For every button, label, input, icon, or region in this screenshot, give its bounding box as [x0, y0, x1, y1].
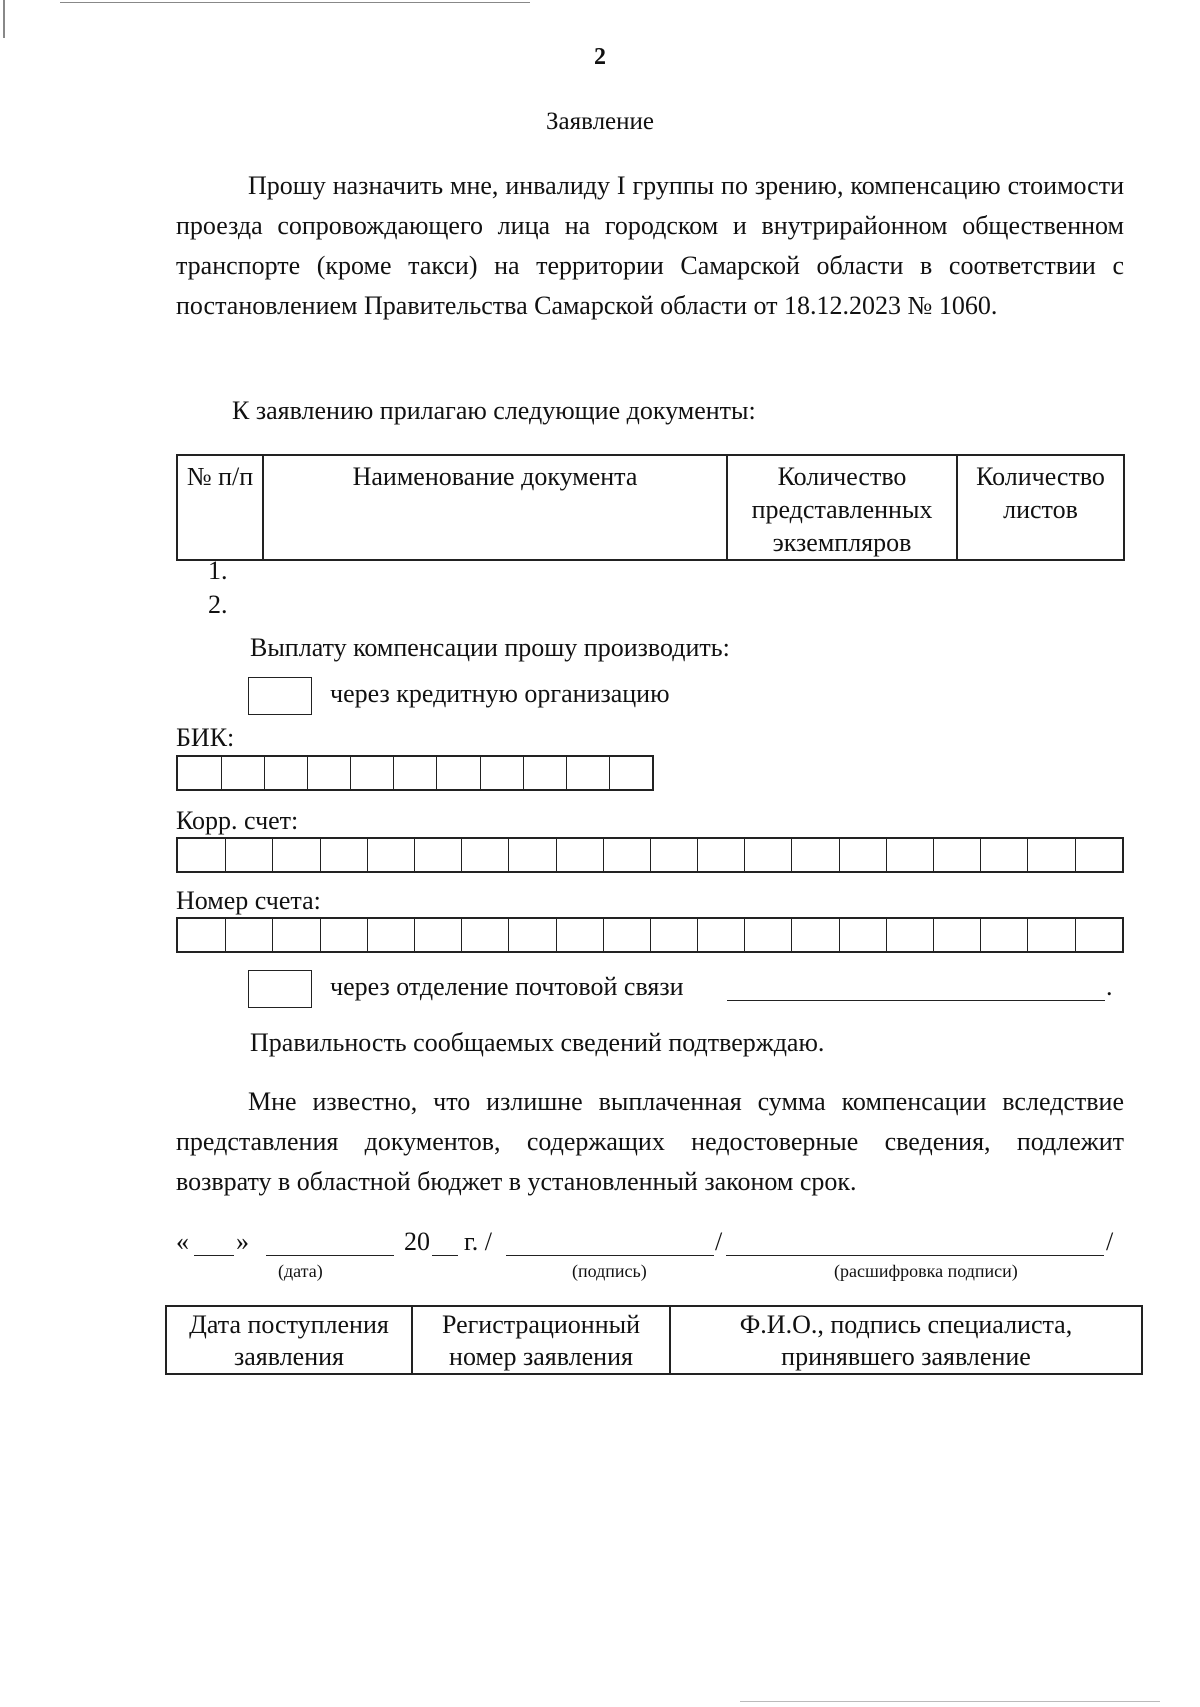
- date-caption: (дата): [278, 1261, 323, 1281]
- bik-cell[interactable]: [307, 757, 350, 789]
- bik-cell[interactable]: [480, 757, 523, 789]
- notice-paragraph: [176, 1082, 1124, 1202]
- corr-account-cell[interactable]: [272, 839, 319, 871]
- account-number-cell[interactable]: [367, 919, 414, 951]
- account-number-cell[interactable]: [508, 919, 555, 951]
- account-number-cell[interactable]: [650, 919, 697, 951]
- document-row-1: 1.: [208, 556, 228, 585]
- scan-edge-mark: [3, 0, 5, 38]
- account-number-cell[interactable]: [839, 919, 886, 951]
- registration-table: [165, 1305, 1143, 1375]
- scan-top-line: [60, 2, 530, 3]
- registration-table-header-row: [166, 1306, 1142, 1374]
- post-option-label: через отделение почтовой связи: [330, 972, 684, 1001]
- document-row-2: 2.: [208, 590, 228, 619]
- bik-cell[interactable]: [523, 757, 566, 789]
- scan-bottom-line: [740, 1701, 1160, 1702]
- account-number-cell[interactable]: [886, 919, 933, 951]
- bik-cell[interactable]: [350, 757, 393, 789]
- account-number-cell[interactable]: [791, 919, 838, 951]
- confirmation-text: Правильность сообщаемых сведений подтверждаю.: [250, 1028, 825, 1057]
- header-receipt-date: Дата поступления заявления: [166, 1306, 412, 1374]
- bik-label: БИК:: [176, 723, 235, 752]
- corr-account-cell[interactable]: [980, 839, 1027, 871]
- post-office-line[interactable]: [727, 1000, 1105, 1001]
- corr-account-cell[interactable]: [744, 839, 791, 871]
- corr-account-cell[interactable]: [839, 839, 886, 871]
- documents-table: [176, 454, 1125, 561]
- post-option-checkbox[interactable]: [248, 970, 312, 1008]
- attachments-intro: К заявлению прилагаю следующие документы:: [232, 396, 756, 425]
- header-registration-number: Регистрационный номер заявления: [412, 1306, 670, 1374]
- account-number-cell[interactable]: [556, 919, 603, 951]
- account-number-cell[interactable]: [697, 919, 744, 951]
- bik-cell[interactable]: [264, 757, 307, 789]
- account-number-cell[interactable]: [272, 919, 319, 951]
- corr-account-cell[interactable]: [367, 839, 414, 871]
- corr-account-cell[interactable]: [225, 839, 272, 871]
- document-title: Заявление: [545, 108, 655, 135]
- year-digits-line[interactable]: [432, 1255, 458, 1256]
- corr-account-cell[interactable]: [933, 839, 980, 871]
- header-copies-count: Количество представленных экземпляров: [727, 455, 957, 560]
- corr-account-input-cells[interactable]: [176, 837, 1124, 873]
- signature-end-slash: /: [1106, 1227, 1114, 1256]
- corr-account-cell[interactable]: [697, 839, 744, 871]
- corr-account-cell[interactable]: [320, 839, 367, 871]
- account-number-label: Номер счета:: [176, 886, 321, 915]
- corr-account-cell[interactable]: [1075, 839, 1122, 871]
- account-number-cell[interactable]: [320, 919, 367, 951]
- account-number-cell[interactable]: [461, 919, 508, 951]
- post-option-end: .: [1106, 972, 1113, 1001]
- account-number-cell[interactable]: [933, 919, 980, 951]
- signature-decoding-caption: (расшифровка подписи): [834, 1261, 1018, 1281]
- signature-caption: (подпись): [572, 1261, 647, 1281]
- signature-line[interactable]: [506, 1255, 714, 1256]
- year-suffix: г. /: [464, 1227, 492, 1256]
- account-number-cell[interactable]: [178, 919, 225, 951]
- header-document-name: Наименование документа: [263, 455, 727, 560]
- date-day-line[interactable]: [194, 1255, 234, 1256]
- intro-paragraph-text: Прошу назначить мне, инвалиду I группы по зрению, компенсацию стоимости проезда сопровождающего лица на городском и внутрирайонном общественном транспорте (кроме такси) на территории Самарской области в соответствии с постановлением Правительства Самарской области от 18.12.2023 № 1060.: [176, 171, 1124, 320]
- notice-paragraph-text: Мне известно, что излишне выплаченная сумма компенсации вследствие представления документов, содержащих недостоверные сведения, подлежит возврату в областной бюджет в установленный законом срок.: [176, 1087, 1124, 1196]
- bik-input-cells[interactable]: [176, 755, 654, 791]
- documents-table-header-row: [177, 455, 1124, 560]
- header-sheets-count: Количество листов: [957, 455, 1124, 560]
- header-specialist-signature: Ф.И.О., подпись специалиста, принявшего заявление: [670, 1306, 1142, 1374]
- corr-account-cell[interactable]: [650, 839, 697, 871]
- account-number-cell[interactable]: [414, 919, 461, 951]
- bik-cell[interactable]: [436, 757, 479, 789]
- signature-slash: /: [715, 1227, 723, 1256]
- account-number-cell[interactable]: [1075, 919, 1122, 951]
- date-open-quote: «: [176, 1227, 189, 1256]
- corr-account-cell[interactable]: [603, 839, 650, 871]
- bik-cell[interactable]: [566, 757, 609, 789]
- date-month-line[interactable]: [266, 1255, 394, 1256]
- payment-intro: Выплату компенсации прошу производить:: [250, 633, 730, 662]
- corr-account-cell[interactable]: [461, 839, 508, 871]
- date-close-quote: »: [236, 1227, 249, 1256]
- corr-account-cell[interactable]: [556, 839, 603, 871]
- corr-account-cell[interactable]: [791, 839, 838, 871]
- account-number-cell[interactable]: [744, 919, 791, 951]
- corr-account-cell[interactable]: [508, 839, 555, 871]
- intro-paragraph: [176, 166, 1124, 326]
- page-number: 2: [594, 44, 606, 70]
- bik-cell[interactable]: [221, 757, 264, 789]
- header-number: № п/п: [177, 455, 263, 560]
- corr-account-label: Корр. счет:: [176, 806, 299, 835]
- corr-account-cell[interactable]: [1027, 839, 1074, 871]
- account-number-cell[interactable]: [603, 919, 650, 951]
- bik-cell[interactable]: [178, 757, 221, 789]
- year-prefix: 20: [404, 1227, 430, 1256]
- account-number-cell[interactable]: [980, 919, 1027, 951]
- account-number-cell[interactable]: [225, 919, 272, 951]
- account-number-cell[interactable]: [1027, 919, 1074, 951]
- signature-decoding-line[interactable]: [726, 1255, 1104, 1256]
- bank-option-label: через кредитную организацию: [330, 679, 670, 708]
- corr-account-cell[interactable]: [414, 839, 461, 871]
- account-number-input-cells[interactable]: [176, 917, 1124, 953]
- corr-account-cell[interactable]: [178, 839, 225, 871]
- bank-option-checkbox[interactable]: [248, 677, 312, 715]
- bik-cell[interactable]: [609, 757, 652, 789]
- corr-account-cell[interactable]: [886, 839, 933, 871]
- bik-cell[interactable]: [393, 757, 436, 789]
